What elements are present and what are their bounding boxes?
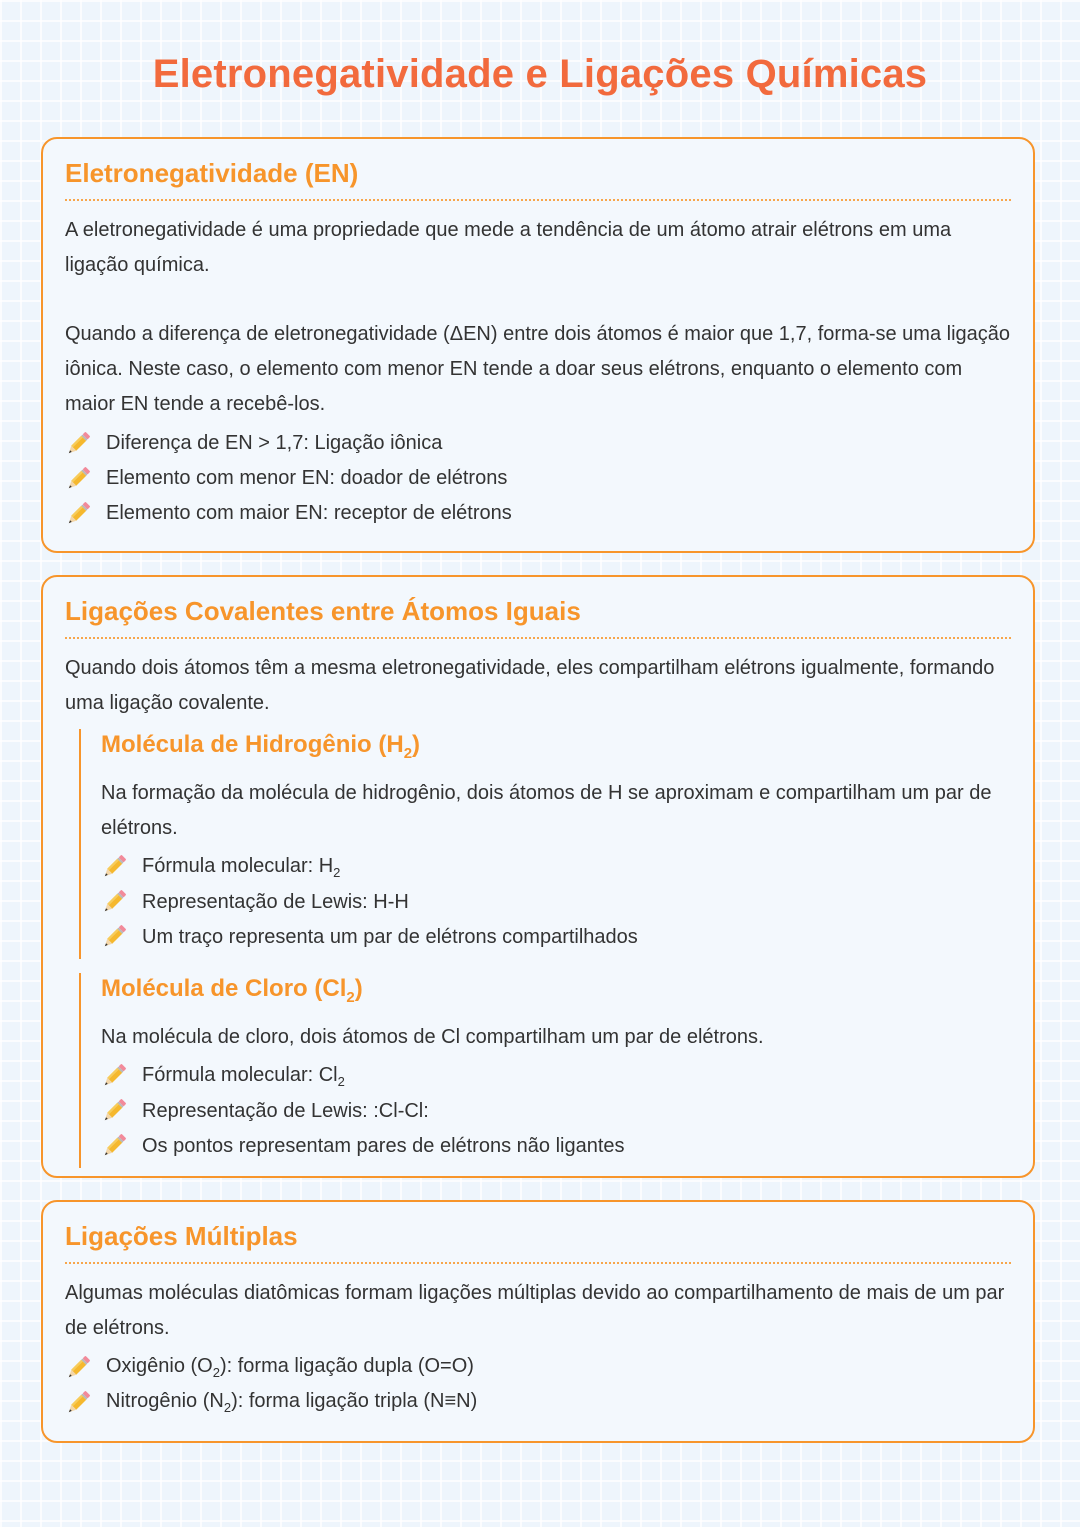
bullet-list	[65, 1350, 1011, 1420]
paragraph: A eletronegatividade é uma propriedade que mede a tendência de um átomo atrair elétrons em uma ligação química.	[65, 219, 952, 276]
list-item: Fórmula molecular: $H_2$	[101, 850, 1011, 885]
paragraph: Quando a diferença de eletronegatividade (ΔEN) entre dois átomos é maior que 1,7, forma-se uma ligação iônica. Neste caso, o elemento com menor EN tende a doar seus elétrons, enquanto o elemento com maior EN tende a recebê-los.	[65, 323, 1010, 415]
bullet-list	[101, 850, 1011, 955]
list-item: Os pontos representam pares de elétrons não ligantes	[101, 1129, 1011, 1164]
subsection-hidrogenio	[79, 729, 1011, 959]
card-ligacoes-multiplas	[41, 1200, 1035, 1443]
list-item: Diferença de EN > 1,7: Ligação iônica	[65, 426, 1011, 461]
section-heading: Ligações Múltiplas	[65, 1220, 1011, 1264]
pencil-icon	[101, 1063, 127, 1089]
paragraph: Algumas moléculas diatômicas formam ligações múltiplas devido ao compartilhamento de mais de um par de elétrons.	[65, 1282, 1005, 1339]
list-item: Elemento com menor EN: doador de elétrons	[65, 461, 1011, 496]
list-item: Representação de Lewis: H-H	[101, 885, 1011, 920]
pencil-icon	[101, 924, 127, 950]
pencil-icon	[101, 1133, 127, 1159]
list-item: Fórmula molecular: $Cl_2$	[101, 1059, 1011, 1094]
list-item: Representação de Lewis: :Cl-Cl:	[101, 1094, 1011, 1129]
bullet-list	[65, 426, 1011, 531]
paragraph: Na molécula de cloro, dois átomos de Cl compartilham um par de elétrons.	[101, 1025, 764, 1048]
pencil-icon	[65, 466, 91, 492]
paragraph: Quando dois átomos têm a mesma eletronegatividade, eles compartilham elétrons igualmente, formando uma ligação covalente.	[65, 657, 995, 714]
paragraph: Na formação da molécula de hidrogênio, dois átomos de H se aproximam e compartilham um par de elétrons.	[101, 781, 992, 839]
list-item: Elemento com maior EN: receptor de elétrons	[65, 496, 1011, 531]
pencil-icon	[101, 1098, 127, 1124]
page-title: Eletronegatividade e Ligações Químicas	[152, 52, 928, 96]
section-heading: Ligações Covalentes entre Átomos Iguais	[65, 595, 1011, 639]
pencil-icon	[65, 501, 91, 527]
pencil-icon	[65, 431, 91, 457]
pencil-icon	[101, 854, 127, 880]
card-ligacoes-covalentes	[41, 575, 1035, 1178]
list-item: Nitrogênio $(N_2)$: forma ligação tripla (N≡N)	[65, 1385, 1011, 1420]
pencil-icon	[65, 1355, 91, 1381]
subsection-cloro	[79, 973, 1011, 1168]
subsection-heading: Molécula de Cloro $(Cl_2)$	[101, 974, 363, 1006]
card-eletronegatividade	[41, 137, 1035, 553]
subsection-heading: Molécula de Hidrogênio $(H_2)$	[101, 731, 421, 762]
pencil-icon	[101, 889, 127, 915]
section-heading: Eletronegatividade (EN)	[65, 157, 1011, 201]
bullet-list	[101, 1059, 1011, 1164]
pencil-icon	[65, 1390, 91, 1416]
list-item: Oxigênio $(O_2)$: forma ligação dupla (O=O)	[65, 1350, 1011, 1385]
list-item: Um traço representa um par de elétrons compartilhados	[101, 920, 1011, 955]
